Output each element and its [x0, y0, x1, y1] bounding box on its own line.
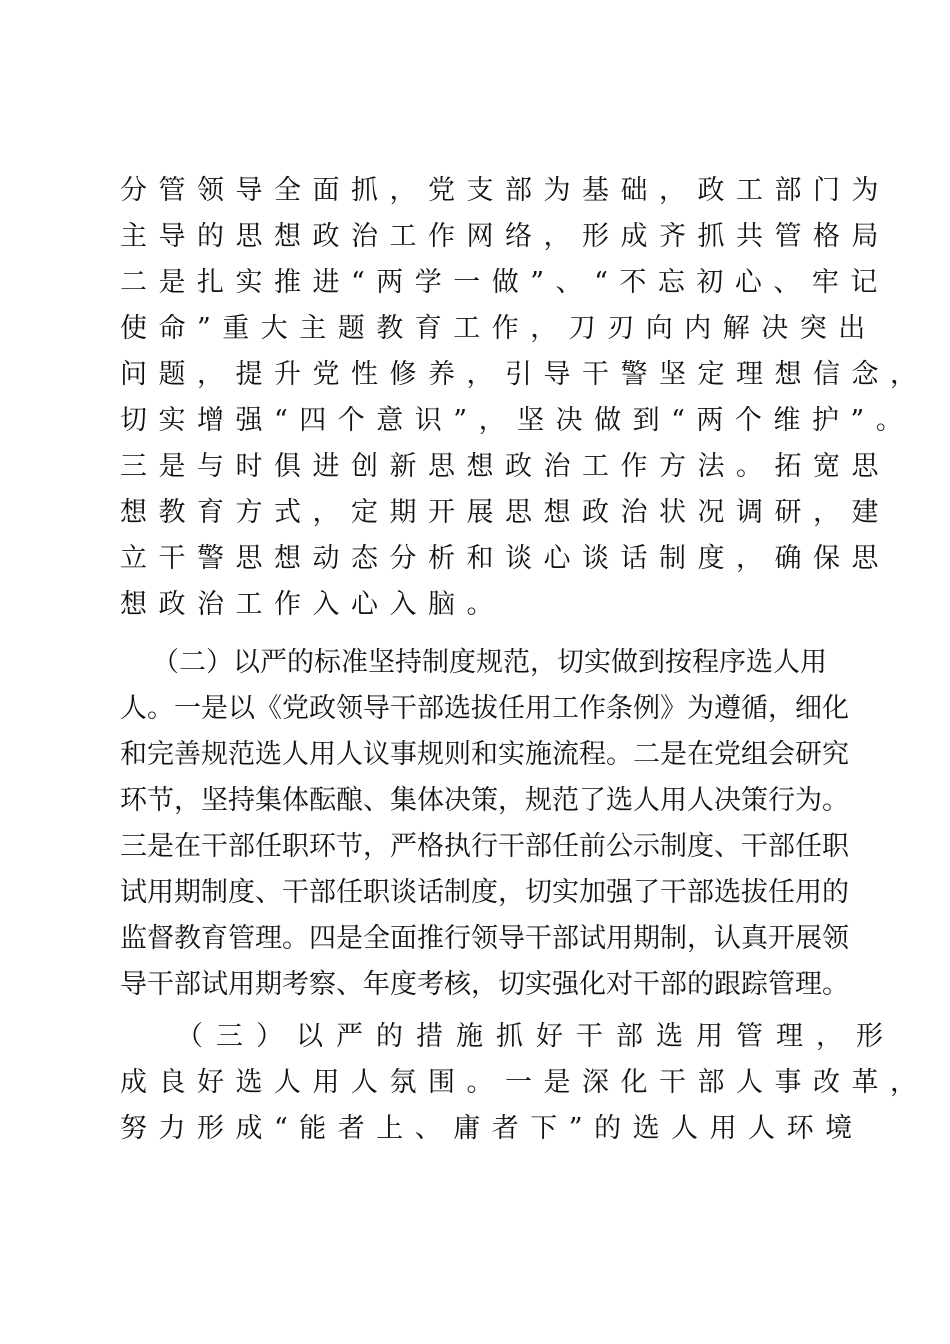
paragraph-line: 三是在干部任职环节，严格执行干部任前公示制度、干部任职 [120, 831, 849, 862]
paragraph-line: 二是扎实推进“两学一做”、“不忘初心、牢记 [120, 267, 889, 298]
paragraph-line: 成良好选人用人氛围。一是深化干部人事改革， [120, 1067, 929, 1098]
paragraph-line: 导干部试用期考察、年度考核，切实强化对干部的跟踪管理。 [120, 969, 849, 1000]
paragraph-line: 分管领导全面抓，党支部为基础，政工部门为 [120, 175, 890, 206]
paragraph-line: 想教育方式，定期开展思想政治状况调研，建 [120, 497, 890, 528]
paragraph-line: 人。一是以《党政领导干部选拔任用工作条例》为遵循，细化 [120, 693, 849, 724]
paragraph-line: 想政治工作入心入脑。 [120, 589, 505, 620]
paragraph-line: 使命”重大主题教育工作，刀刃向内解决突出 [120, 313, 877, 344]
paragraph-line: 切实增强“四个意识”，坚决做到“两个维护”。 [120, 405, 915, 436]
paragraph-line: 试用期制度、干部任职谈话制度，切实加强了干部选拔任用的 [120, 877, 849, 908]
paragraph-line: 努力形成“能者上、庸者下”的选人用人环境 [120, 1113, 864, 1144]
paragraph-line: 环节，坚持集体酝酿、集体决策，规范了选人用人决策行为。 [120, 785, 849, 816]
section-heading-line: （二）以严的标准坚持制度规范，切实做到按程序选人用 [152, 647, 827, 678]
section-heading-line: （三）以严的措施抓好干部选用管理，形 [176, 1021, 896, 1052]
paragraph-line: 监督教育管理。四是全面推行领导干部试用期制，认真开展领 [120, 923, 849, 954]
paragraph-line: 问题，提升党性修养，引导干警坚定理想信念， [120, 359, 929, 390]
paragraph-line: 和完善规范选人用人议事规则和实施流程。二是在党组会研究 [120, 739, 849, 770]
paragraph-line: 三是与时俱进创新思想政治工作方法。拓宽思 [120, 451, 890, 482]
paragraph-line: 主导的思想政治工作网络，形成齐抓共管格局 [120, 221, 890, 252]
paragraph-line: 立干警思想动态分析和谈心谈话制度，确保思 [120, 543, 890, 574]
